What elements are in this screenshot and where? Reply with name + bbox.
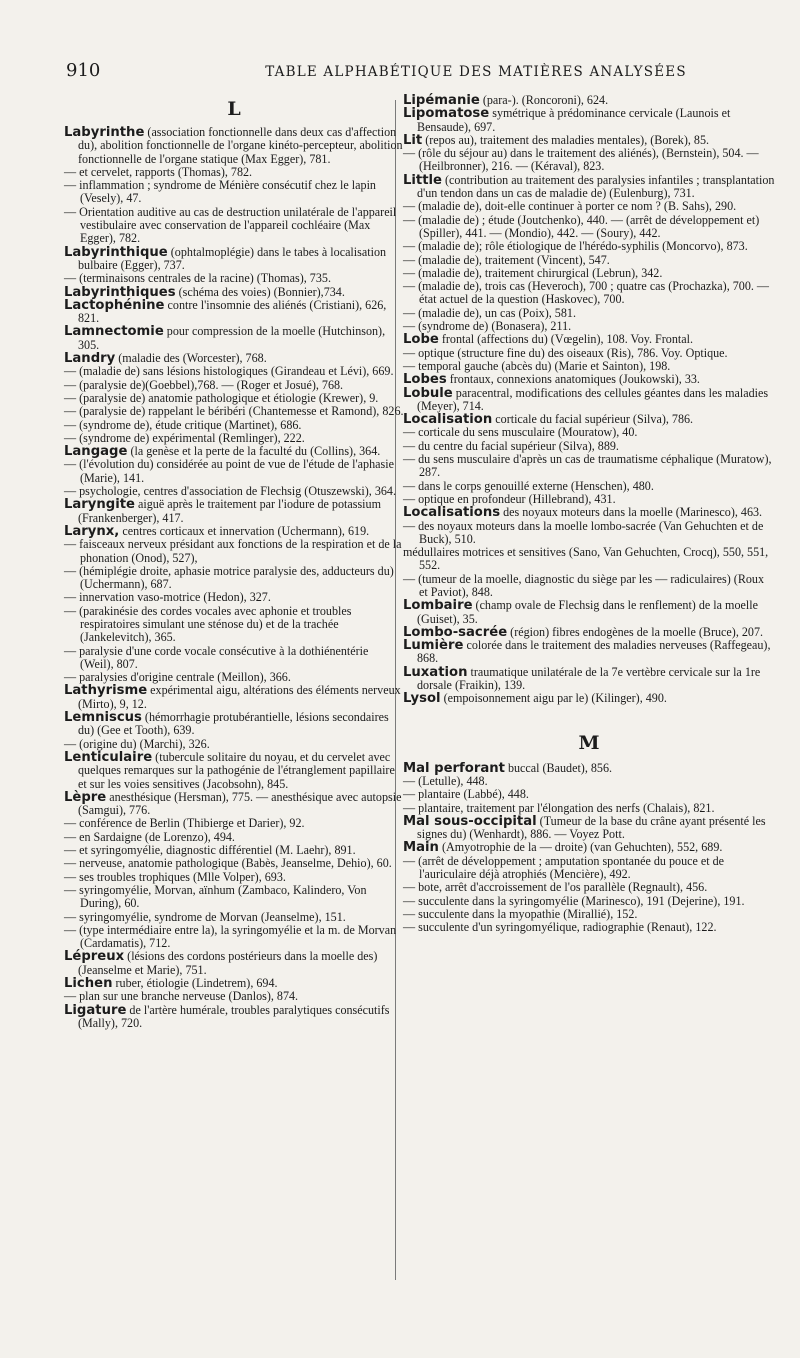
entry-text: — temporal gauche (abcès du) (Marie et Sainton), 198.: [403, 358, 671, 373]
entry-text: — optique (structure fine du) des oiseaux (Ris), 786. Voy. Optique.: [403, 345, 728, 360]
index-entry: [403, 347, 775, 360]
index-entry: [64, 831, 404, 844]
entry-text: (tubercule solitaire du noyau, et du cervelet avec quelques remarques sur la pathogénie de l'étranglement papillaire et sur les voies sensitives (Jacobsohn), 845.: [78, 749, 395, 791]
index-entry: [64, 485, 404, 498]
index-entry: [64, 591, 404, 604]
index-entry: [403, 307, 775, 320]
index-entry: [64, 365, 404, 378]
entry-keyword: Lamnectomie: [64, 324, 164, 340]
entry-text: — du centre du facial supérieur (Silva), 889.: [403, 438, 619, 453]
index-entry: [64, 179, 404, 206]
entry-text: (la genèse et la perte de la faculté du (Collins), 364.: [127, 444, 381, 459]
entry-keyword: Ligature: [64, 1002, 127, 1018]
index-entry: [403, 254, 775, 267]
entry-text: de l'artère humérale, troubles paralytiques consécutifs (Mally), 720.: [78, 1002, 390, 1030]
right-column: [403, 94, 775, 935]
entry-keyword: Lemniscus: [64, 710, 142, 726]
index-entry: [403, 815, 775, 842]
entry-keyword: Labyrinthique: [64, 244, 168, 260]
index-entry: [64, 525, 404, 538]
entry-text: — en Sardaigne (de Lorenzo), 494.: [64, 829, 235, 844]
index-entry: [403, 802, 775, 815]
entry-text: (schéma des voies) (Bonnier),734.: [175, 284, 345, 299]
entry-keyword: Lathyrisme: [64, 683, 148, 699]
index-entry: [403, 788, 775, 801]
entry-keyword: Langage: [64, 444, 128, 460]
entry-text: — (maladie de) sans lésions histologiques (Girandeau et Lévi), 669.: [64, 364, 394, 379]
index-entry: [403, 107, 775, 134]
entry-text: — (terminaisons centrales de la racine) (Thomas), 735.: [64, 271, 331, 286]
entry-text: — (paralysie de) anatomie pathologique et étiologie (Krewer), 9.: [64, 390, 379, 405]
right-entry-list-l: [403, 94, 775, 706]
index-entry: [403, 333, 775, 346]
running-title: TABLE ALPHABÉTIQUE DES MATIÈRES ANALYSÉES: [265, 64, 687, 80]
index-entry: [403, 775, 775, 788]
entry-keyword: Main: [403, 840, 439, 856]
index-entry: [64, 166, 404, 179]
entry-text: (repos au), traitement des maladies mentales), (Borek), 85.: [422, 132, 710, 147]
entry-text: (Amyotrophie de la — droite) (van Gehuchten), 552, 689.: [438, 840, 723, 855]
index-entry: [403, 413, 775, 426]
index-entry: [64, 711, 404, 738]
entry-text: — (type intermédiaire entre la), la syringomyélie et la m. de Morvan (Cardamatis), 712.: [64, 922, 397, 951]
entry-keyword: Laryngite: [64, 497, 135, 513]
index-entry: [64, 458, 404, 485]
entry-text: (champ ovale de Flechsig dans le renflement) de la moelle (Guiset), 35.: [417, 598, 758, 626]
index-entry: [64, 206, 404, 246]
entry-text: — (maladie de), un cas (Poix), 581.: [403, 305, 576, 320]
section-letter-m: M: [578, 731, 600, 754]
index-entry: [64, 751, 404, 791]
entry-text: — paralysie d'une corde vocale consécutive à la dothiénentérie (Weil), 807.: [64, 643, 369, 671]
index-entry: [403, 573, 775, 600]
index-entry: [64, 392, 404, 405]
entry-text: (para-). (Roncoroni), 624.: [479, 93, 609, 107]
index-entry: [403, 387, 775, 414]
index-entry: [403, 373, 775, 386]
entry-text: frontaux, connexions anatomiques (Joukowski), 33.: [446, 372, 700, 387]
entry-keyword: Little: [403, 172, 442, 188]
index-entry: [64, 272, 404, 285]
entry-text: — succulente dans la myopathie (Mirallié), 152.: [403, 906, 638, 921]
index-entry: [403, 440, 775, 453]
index-entry: [403, 895, 775, 908]
index-entry: [403, 493, 775, 506]
index-entry: [64, 684, 404, 711]
entry-text: — corticale du sens musculaire (Mouratow), 40.: [403, 425, 638, 440]
left-column: [64, 94, 404, 1030]
left-entry-list: [64, 126, 404, 1030]
index-entry: [403, 908, 775, 921]
entry-text: — succulente dans la syringomyélie (Marinesco), 191 (Dejerine), 191.: [403, 893, 745, 908]
entry-keyword: Lit: [403, 132, 423, 148]
page-header: [66, 60, 776, 86]
entry-text: traumatique unilatérale de la 7e vertèbre cervicale sur la 1re dorsale (Fraikin), 139.: [417, 664, 761, 693]
page-number: 910: [66, 60, 101, 81]
index-entry: [403, 280, 775, 307]
entry-text: (ophtalmoplégie) dans le tabes à localisation bulbaire (Egger), 737.: [78, 244, 387, 272]
entry-keyword: Lichen: [64, 976, 113, 991]
index-entry: [403, 200, 775, 213]
entry-keyword: Lipémanie: [403, 93, 480, 108]
index-entry: [64, 498, 404, 525]
entry-text: — dans le corps genouillé externe (Henschen), 480.: [403, 478, 654, 493]
entry-text: — et syringomyélie, diagnostic différentiel (M. Laehr), 891.: [64, 843, 356, 858]
right-entry-list-m: [403, 762, 775, 935]
index-entry: [64, 538, 404, 565]
entry-keyword: Lumière: [403, 638, 464, 654]
index-entry: [403, 599, 775, 626]
entry-text: — (maladie de), doit-elle continuer à porter ce nom ? (B. Sahs), 290.: [403, 199, 737, 214]
entry-text: — plantaire, traitement par l'élongation des nerfs (Chalais), 821.: [403, 800, 715, 815]
entry-text: — syringomyélie, syndrome de Morvan (Jeanselme), 151.: [64, 909, 346, 924]
index-entry: [64, 671, 404, 684]
index-entry: [64, 605, 404, 645]
index-entry: [403, 240, 775, 253]
entry-text: — paralysies d'origine centrale (Meillon), 366.: [64, 670, 291, 685]
entry-text: contre l'insomnie des aliénés (Cristiani), 626, 821.: [78, 297, 387, 326]
entry-text: — (paralysie de)(Goebbel),768. — (Roger et Josué), 768.: [64, 377, 344, 392]
entry-text: frontal (affections du) (Vœgelin), 108. Voy. Frontal.: [438, 332, 694, 347]
entry-text: — (rôle du séjour au) dans le traitement des aliénés), (Bernstein), 504. — (Heilbronner), 216. — (Kéraval), 823.: [403, 146, 759, 174]
index-entry: [64, 738, 404, 751]
entry-keyword: Lobule: [403, 385, 453, 401]
index-entry: [403, 134, 775, 147]
index-entry: [403, 506, 775, 519]
entry-text: (contribution au traitement des paralysies infantiles ; transplantation d'un tendon dans un cas de maladie de) (Eulenburg), 731.: [417, 172, 775, 201]
entry-keyword: Lipomatose: [403, 106, 490, 122]
index-entry: [403, 639, 775, 666]
entry-keyword: Localisations: [403, 505, 501, 521]
index-entry: [64, 950, 404, 977]
entry-text: — (hémiplégie droite, aphasie motrice paralysie des, adducteurs du) (Uchermann), 687.: [64, 563, 394, 592]
index-entry: [64, 857, 404, 870]
index-entry: [403, 426, 775, 439]
index-entry: [64, 884, 404, 911]
index-entry: [403, 94, 775, 107]
index-entry: [64, 645, 404, 672]
entry-keyword: Lysol: [403, 691, 441, 707]
index-entry: [403, 480, 775, 493]
entry-text: — (maladie de); rôle étiologique de l'hérédo-syphilis (Moncorvo), 873.: [403, 239, 748, 254]
index-entry: [403, 174, 775, 201]
entry-text: — (Letulle), 448.: [403, 773, 488, 788]
entry-text: — ses troubles trophiques (Mlle Volper), 693.: [64, 869, 286, 884]
entry-keyword: Localisation: [403, 412, 493, 428]
entry-text: centres corticaux et innervation (Uchermann), 619.: [119, 523, 370, 538]
index-entry: [64, 1004, 404, 1031]
entry-text: (région) fibres endogènes de la moelle (Bruce), 207.: [507, 624, 764, 639]
entry-text: paracentral, modifications des cellules géantes dans les maladies (Meyer), 714.: [417, 385, 769, 413]
entry-text: — (syndrome de) (Bonasera), 211.: [403, 319, 572, 334]
index-entry: [64, 325, 404, 352]
entry-text: — nerveuse, anatomie pathologique (Babès, Jeanselme, Dehio), 60.: [64, 856, 392, 871]
entry-keyword: Larynx,: [64, 523, 120, 539]
entry-text: — (paralysie de) rappelant le béribéri (Chantemesse et Ramond), 826.: [64, 404, 404, 419]
index-entry: [403, 267, 775, 280]
index-entry: [403, 546, 775, 573]
index-entry: [403, 921, 775, 934]
entry-keyword: Lactophénine: [64, 297, 165, 313]
index-entry: [64, 286, 404, 299]
index-entry: [64, 565, 404, 592]
entry-keyword: Lobe: [403, 332, 439, 348]
entry-text: des noyaux moteurs dans la moelle (Marinesco), 463.: [500, 505, 763, 520]
index-entry: [64, 791, 404, 818]
entry-text: — psychologie, centres d'association de Flechsig (Otuszewski), 364.: [64, 484, 396, 499]
entry-text: — innervation vaso-motrice (Hedon), 327.: [64, 590, 271, 605]
entry-text: — du sens musculaire d'après un cas de traumatisme céphalique (Muratow), 287.: [403, 452, 772, 480]
entry-text: — succulente d'un syringomyélique, radiographie (Renaut), 122.: [403, 920, 717, 935]
entry-text: buccal (Baudet), 856.: [504, 760, 613, 775]
index-entry: [64, 924, 404, 951]
entry-keyword: Lobes: [403, 372, 447, 388]
entry-keyword: Luxation: [403, 664, 468, 680]
entry-text: — bote, arrêt d'accroissement de l'os parallèle (Regnault), 456.: [403, 880, 708, 895]
index-entry: [64, 405, 404, 418]
entry-text: — (arrêt de développement ; amputation spontanée du pouce et de l'auriculaire déjà atrophiés (Mencière), 492.: [403, 853, 725, 882]
entry-keyword: Labyrinthe: [64, 125, 145, 140]
entry-text: — (tumeur de la moelle, diagnostic du siège par les — radiculaires) (Roux et Paviot), 848.: [403, 571, 765, 599]
entry-text: (lésions des cordons postérieurs dans la moelle des) (Jeanselme et Marie), 751.: [78, 949, 378, 977]
entry-text: — optique en profondeur (Hillebrand), 431.: [403, 491, 616, 506]
entry-text: — (maladie de), traitement (Vincent), 547.: [403, 252, 610, 267]
entry-text: (empoisonnement aigu par le) (Kilinger), 490.: [440, 691, 667, 706]
index-entry: [64, 871, 404, 884]
index-entry: [64, 126, 404, 166]
index-entry: [403, 692, 775, 705]
entry-text: — faisceaux nerveux présidant aux fonctions de la respiration et de la phonation (Onod), 527),: [64, 537, 402, 565]
entry-text: — (maladie de) ; étude (Joutchenko), 440. — (arrêt de développement et) (Spiller), 441. — (Mondio), 442. — (Soury), 442.: [403, 212, 760, 240]
entry-text: expérimental aigu, altérations des éléments nerveux (Mirto), 9, 12.: [78, 683, 401, 711]
index-entry: [64, 817, 404, 830]
index-entry: [64, 299, 404, 326]
index-entry: [64, 352, 404, 365]
entry-text: — (syndrome de) expérimental (Remlinger), 222.: [64, 430, 305, 445]
entry-keyword: Lombo-sacrée: [403, 624, 508, 640]
entry-keyword: Landry: [64, 351, 116, 367]
entry-text: — (syndrome de), étude critique (Martinet), 686.: [64, 417, 302, 432]
entry-text: — conférence de Berlin (Thibierge et Darier), 92.: [64, 816, 305, 831]
entry-text: — inflammation ; syndrome de Ménière consécutif chez le lapin (Vesely), 47.: [64, 178, 376, 206]
index-entry: [403, 881, 775, 894]
index-entry: [64, 432, 404, 445]
index-entry: [403, 841, 775, 854]
index-entry: [403, 214, 775, 241]
entry-text: colorée dans le traitement des maladies nerveuses (Raffegeau), 868.: [417, 638, 771, 666]
entry-keyword: Mal perforant: [403, 760, 505, 776]
entry-text: — (parakinésie des cordes vocales avec aphonie et troubles respiratoires simulant une sténose du) et de la trachée (Jankelevitch), 365.: [64, 603, 352, 645]
entry-text: aiguë après le traitement par l'iodure de potassium (Frankenberger), 417.: [78, 497, 381, 525]
entry-text: — plan sur une branche nerveuse (Danlos), 874.: [64, 989, 299, 1004]
index-entry: [64, 419, 404, 432]
entry-text: — Orientation auditive au cas de destruction unilatérale de l'appareil vestibulaire avec conservation de l'appareil cochléaire (Max Egger), 782.: [64, 204, 397, 246]
entry-text: — des noyaux moteurs dans la moelle lombo-sacrée (Van Gehuchten et de Buck), 510.: [403, 518, 764, 546]
index-entry: [403, 453, 775, 480]
entry-text: — (l'évolution du) considérée au point de vue de l'étude de l'aphasie (Marie), 141.: [64, 457, 394, 485]
entry-keyword: Lombaire: [403, 598, 473, 614]
entry-text: (association fonctionnelle dans deux cas d'affection du), abolition fonctionnelle de l'organe kinéto-percepteur, abolition fonctionnelle de l'organe statique (Max Egger), 781.: [78, 125, 403, 166]
index-entry: [64, 977, 404, 990]
index-entry: [64, 844, 404, 857]
index-entry: [403, 360, 775, 373]
entry-keyword: Labyrinthiques: [64, 284, 176, 300]
index-entry: [403, 520, 775, 547]
entry-text: (Tumeur de la base du crâne ayant présenté les signes du) (Wenhardt), 886. — Voyez Pott.: [417, 813, 766, 842]
index-entry: [403, 762, 775, 775]
entry-text: — (origine du) (Marchi), 326.: [64, 736, 210, 751]
entry-text: — (maladie de), trois cas (Heveroch), 700 ; quatre cas (Prochazka), 700. — état actuel de la question (Haskovec), 700.: [403, 279, 770, 307]
index-entry: [64, 911, 404, 924]
entry-keyword: Lenticulaire: [64, 749, 153, 765]
index-entry: [403, 147, 775, 174]
index-entry: [64, 990, 404, 1003]
entry-keyword: Mal sous-occipital: [403, 813, 537, 829]
entry-text: médullaires motrices et sensitives (Sano, Van Gehuchten, Crocq), 550, 551, 552.: [403, 545, 769, 573]
entry-text: corticale du facial supérieur (Silva), 786.: [492, 412, 694, 427]
entry-text: — et cervelet, rapports (Thomas), 782.: [64, 164, 253, 179]
entry-text: (hémorrhagie protubérantielle, lésions secondaires du) (Gee et Tooth), 639.: [78, 710, 389, 738]
index-entry: [64, 445, 404, 458]
entry-text: ruber, étiologie (Lindetrem), 694.: [112, 976, 278, 990]
entry-text: — plantaire (Labbé), 448.: [403, 787, 529, 802]
entry-keyword: Lépreux: [64, 949, 125, 965]
index-entry: [64, 379, 404, 392]
entry-text: pour compression de la moelle (Hutchinson), 305.: [78, 324, 386, 352]
index-entry: [64, 246, 404, 273]
entry-text: anesthésique (Hersman), 775. — anesthésique avec autopsie (Samgui), 776.: [78, 789, 402, 818]
entry-text: — (maladie de), traitement chirurgical (Lebrun), 342.: [403, 265, 663, 280]
index-entry: [403, 320, 775, 333]
entry-keyword: Lèpre: [64, 789, 107, 805]
index-entry: [403, 855, 775, 882]
entry-text: — syringomyélie, Morvan, aïnhum (Zambaco, Kalindero, Von During), 60.: [64, 882, 367, 911]
index-entry: [403, 666, 775, 693]
entry-text: (maladie des (Worcester), 768.: [115, 351, 267, 366]
entry-text: symétrique à prédominance cervicale (Launois et Bensaude), 697.: [417, 106, 731, 134]
section-letter-l: L: [227, 98, 241, 120]
